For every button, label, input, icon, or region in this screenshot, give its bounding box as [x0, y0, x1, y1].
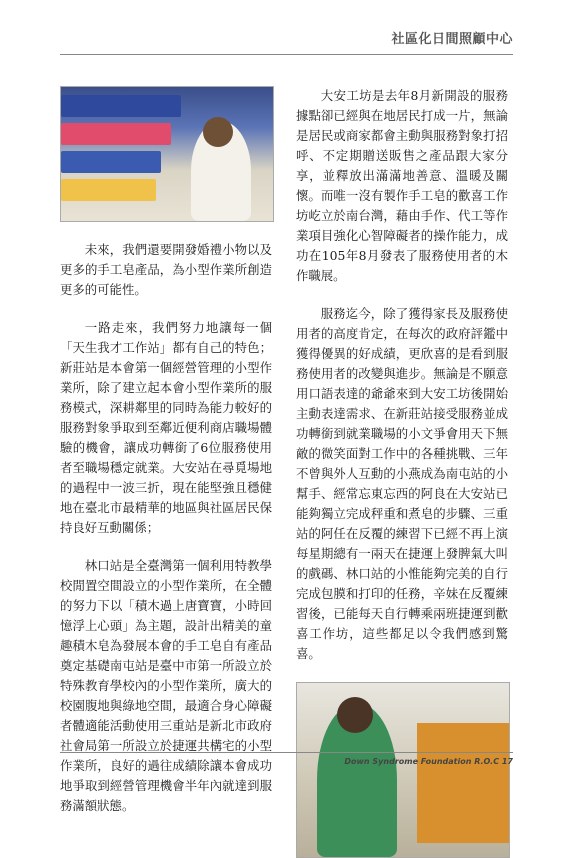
left-paragraph-2: 一路走來，我們努力地讓每一個「天生我才工作站」都有自己的特色；新莊站是本會第一個經營管理的小型作業所，除了建立起本會小型作業所的服務模式，深耕鄰里的同時為能力較好的服務對象爭取到至鄰近便利商店職場體驗的機會，讓成功轉銜了6位服務使用者至職場穩定就業。大安站在尋覓場地的過程中一波三折，現在能堅強且穩健地在臺北市最精華的地區與社區居民保持良好互動關係；: [60, 320, 272, 535]
right-paragraph-1: 大安工坊是去年8月新開設的服務據點卻已經與在地居民打成一片，無論是居民或商家都會主動與服務對象打招呼、不定期贈送販售之產品跟大家分享，並釋放出滿滿地善意、溫暖及關懷。而唯一沒有製作手工皂的歡喜工作坊屹立於南台灣，藉由手作、代工等作業項目強化心智障礙者的操作能力，成功在105年8月發表了服務使用者的木作職展。: [296, 88, 508, 283]
product-shelf: [417, 723, 509, 843]
left-column: [60, 86, 272, 834]
worker-head: [337, 697, 373, 733]
page-header-title: 社區化日間照顧中心: [391, 32, 513, 47]
store-stocking-photo: [296, 682, 510, 858]
footer-divider: [60, 752, 513, 753]
left-paragraph-1: 未來，我們還要開發婚禮小物以及更多的手工皂產品，為小型作業所創造更多的可能性。: [60, 242, 272, 297]
right-paragraph-2: 服務迄今，除了獲得家長及服務使用者的高度肯定，在每次的政府評鑑中獲得優異的好成績，更欣喜的是看到服務使用者的改變與進步。無論是不願意用口語表達的爺爺來到大安工坊後開始主動表達需求、在新莊站接受服務並成功轉銜到就業職場的小文爭會用天下無敵的微笑面對工作中的各種挑戰、三年不曾與外人互動的小燕成為南屯站的小幫手、經常忘東忘西的阿良在大安站已能夠獨立完成秤重和煮皂的步驟、三重站的阿任在反覆的練習下已經不再上演每星期總有一兩天在捷運上發脾氣大叫的戲碼、林口站的小惟能夠完美的自行完成包膜和打印的任務，辛妹在反覆練習後，已能每天自行轉乘兩班捷運到歡喜工作坊，這些都足以令我們感到驚喜。: [296, 306, 508, 661]
shelf-row: [61, 151, 161, 173]
supermarket-shelf-photo: [60, 86, 274, 222]
right-column: [296, 86, 508, 858]
shelf-row: [61, 123, 171, 145]
left-paragraph-3: 林口站是全臺灣第一個利用特教學校閒置空間設立的小型作業所，在全體的努力下以「積木過上唐寶寶，小時回憶浮上心頭」為主題，設計出精美的童趣積木皂為發展本會的手工皂自有產品奠定基礎南屯站是臺中市第一所設立於特殊教育學校內的小型作業所，廣大的校園腹地與綠地空間，最適合身心障礙者體適能活動使用三重站是新北市政府社會局第一所設立於捷運共構宅的小型作業所，良好的過往成績除讓本會成功地爭取到經營管理機會半年內就達到服務滿額狀態。: [60, 558, 272, 813]
page-footer: Down Syndrome Foundation R.O.C 17: [344, 757, 513, 766]
header-divider: [60, 54, 513, 55]
worker-head: [203, 117, 233, 147]
shelf-row: [61, 179, 156, 201]
shelf-row: [61, 95, 181, 117]
